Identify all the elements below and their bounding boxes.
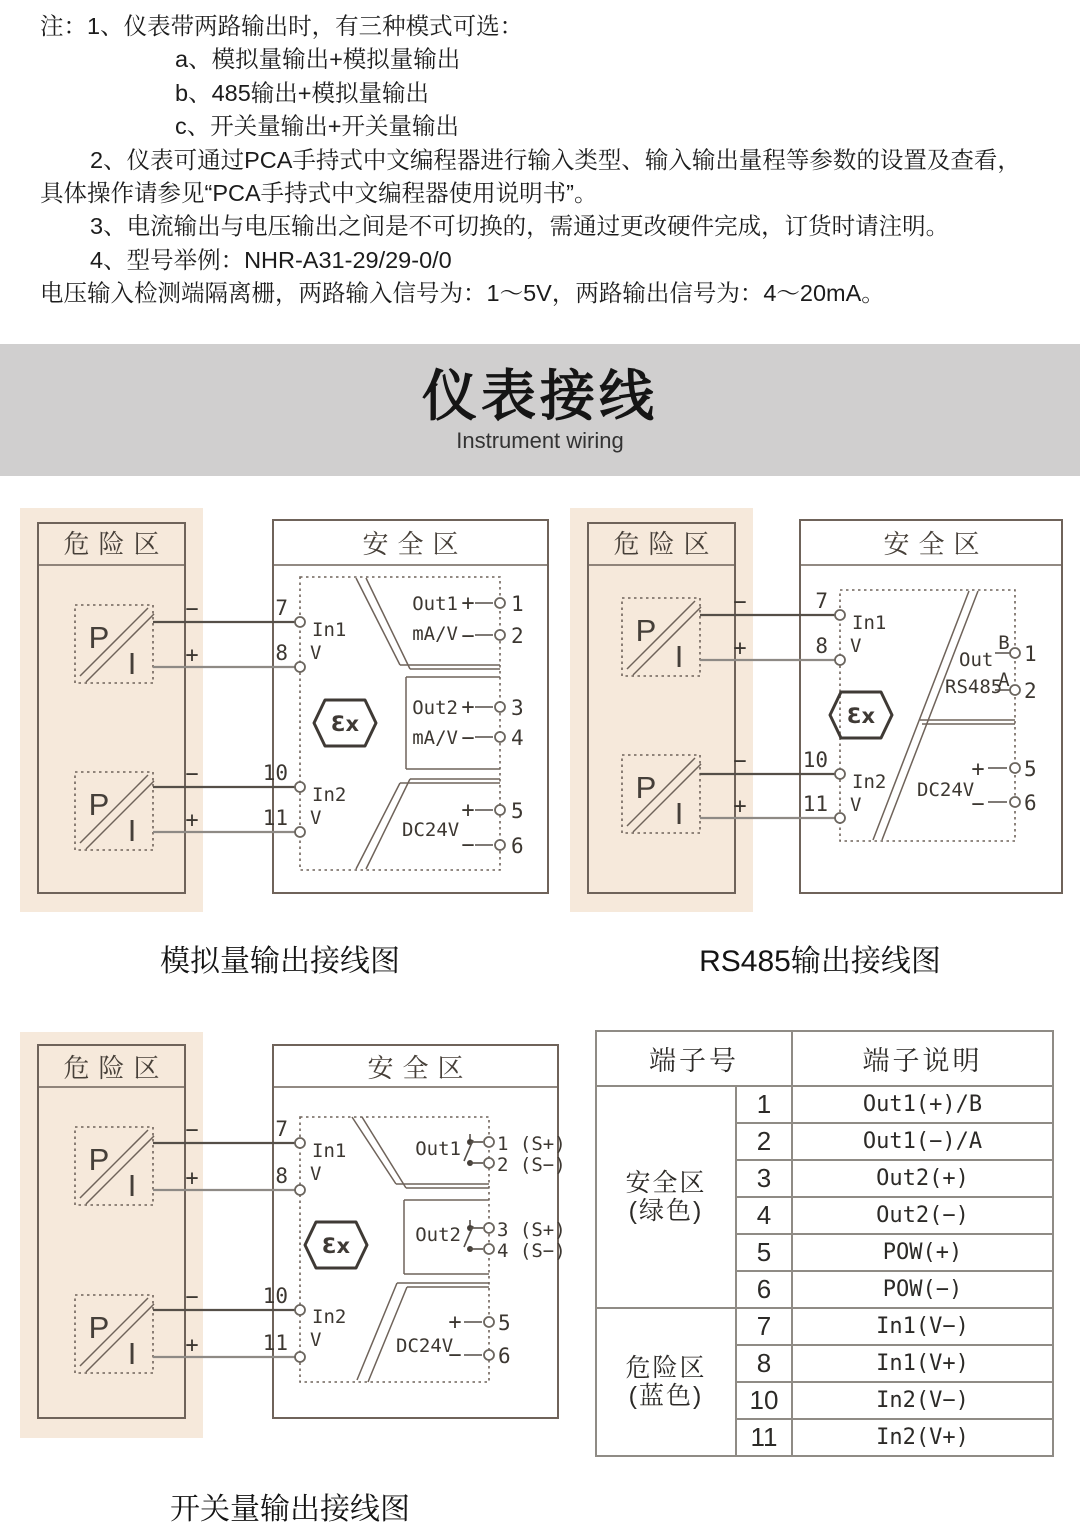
- svg-text:−: −: [461, 726, 475, 751]
- svg-text:P: P: [88, 1142, 110, 1177]
- hazard-zone-label: 危险区: [63, 530, 169, 560]
- svg-text:8: 8: [275, 1164, 288, 1188]
- svg-text:B: B: [998, 632, 1010, 654]
- svg-text:−: −: [185, 1118, 199, 1143]
- svg-text:DC24V: DC24V: [396, 1335, 454, 1357]
- power-channel: [396, 1310, 511, 1368]
- out2-switch-channel: [415, 1219, 565, 1262]
- svg-text:Out2: Out2: [415, 1224, 461, 1246]
- svg-text:V: V: [850, 794, 862, 816]
- svg-text:I: I: [127, 1168, 137, 1203]
- caption-rs485: RS485输出接线图: [699, 945, 941, 978]
- svg-text:7: 7: [275, 1117, 288, 1141]
- hazard-zone-label: 危险区: [63, 1054, 169, 1084]
- svg-text:+: +: [461, 695, 475, 720]
- svg-text:−: −: [733, 590, 747, 615]
- svg-text:−: −: [971, 792, 985, 817]
- power-channel: [402, 798, 524, 858]
- svg-text:DC24V: DC24V: [917, 779, 975, 801]
- svg-text:1: 1: [511, 592, 524, 616]
- table-header-row: [596, 1031, 1053, 1086]
- svg-text:V: V: [310, 1163, 322, 1185]
- svg-text:11: 11: [802, 792, 828, 816]
- svg-text:RS485: RS485: [945, 676, 1003, 698]
- svg-text:I: I: [127, 813, 137, 848]
- out1-channel: [412, 591, 523, 649]
- section-subtitle: Instrument wiring: [456, 428, 624, 453]
- hazard-zone-highlight: [20, 1032, 203, 1438]
- safe-zone-box: [800, 520, 1062, 893]
- switch-output-wiring-diagram: [0, 1020, 580, 1490]
- note-line: c、开关量输出+开关量输出: [175, 113, 459, 140]
- svg-text:−: −: [185, 597, 199, 622]
- svg-text:10: 10: [262, 761, 288, 785]
- power-channel: [917, 757, 1037, 817]
- svg-text:V: V: [310, 642, 322, 664]
- svg-text:Ɛx: Ɛx: [846, 704, 876, 728]
- svg-text:+: +: [733, 636, 747, 661]
- svg-text:+: +: [971, 757, 985, 782]
- table-row: 8 In1(V+): [596, 1345, 1053, 1382]
- svg-text:+: +: [461, 798, 475, 823]
- table-row: 危险区 (蓝色) 7 In1(V−): [596, 1308, 1053, 1345]
- table-row: 11 In2(V+): [596, 1419, 1053, 1456]
- svg-text:V: V: [310, 1329, 322, 1351]
- note-line: 注：1、仪表带两路输出时，有三种模式可选：: [40, 13, 524, 39]
- section-banner: [0, 344, 1080, 476]
- terminal-table: [595, 1030, 1054, 1457]
- svg-text:I: I: [127, 646, 137, 681]
- svg-text:P: P: [88, 1310, 110, 1345]
- note-line: 2、仪表可通过PCA手持式中文编程器进行输入类型、输入输出量程等参数的设置及查看，: [90, 146, 1021, 173]
- svg-text:Ɛx: Ɛx: [330, 712, 360, 736]
- svg-text:V: V: [310, 807, 322, 829]
- svg-text:+: +: [185, 1333, 199, 1358]
- svg-text:P: P: [88, 620, 110, 655]
- svg-text:1: 1: [1024, 642, 1037, 666]
- svg-text:11: 11: [262, 1331, 288, 1355]
- svg-text:Ɛx: Ɛx: [321, 1234, 351, 1258]
- svg-text:+: +: [185, 1166, 199, 1191]
- hazard-zone-label: 危险区: [613, 530, 719, 560]
- svg-text:5: 5: [498, 1311, 511, 1335]
- svg-text:+: +: [733, 794, 747, 819]
- ex-icon: [314, 700, 376, 746]
- note-line: a、模拟量输出+模拟量输出: [175, 46, 461, 73]
- svg-text:6: 6: [511, 834, 524, 858]
- table-row: 2 Out1(−)/A: [596, 1123, 1053, 1160]
- svg-text:2: 2: [511, 624, 524, 648]
- svg-text:Out: Out: [959, 649, 994, 671]
- svg-text:P: P: [88, 787, 110, 822]
- table-row: 安全区 (绿色) 1 Out1(+)/B: [596, 1086, 1053, 1123]
- svg-text:6: 6: [1024, 791, 1037, 815]
- svg-text:In2: In2: [852, 771, 887, 793]
- svg-text:5: 5: [511, 799, 524, 823]
- note-line: b、485输出+模拟量输出: [175, 79, 430, 106]
- svg-text:Out1: Out1: [415, 1138, 461, 1160]
- note-line: 3、电流输出与电压输出之间是不可切换的，需通过更改硬件完成，订货时请注明。: [90, 213, 950, 240]
- svg-text:8: 8: [815, 634, 828, 658]
- rs485-output-wiring-diagram: [560, 500, 1080, 920]
- svg-text:8: 8: [275, 641, 288, 665]
- svg-text:I: I: [674, 796, 684, 831]
- svg-text:In1: In1: [312, 619, 347, 641]
- svg-text:10: 10: [802, 748, 828, 772]
- table-row: 3 Out2(+): [596, 1160, 1053, 1197]
- svg-text:V: V: [850, 635, 862, 657]
- svg-text:3 (S+): 3 (S+): [497, 1219, 566, 1241]
- svg-text:+: +: [461, 591, 475, 616]
- safe-zone-label: 安全区: [367, 1054, 473, 1084]
- svg-text:7: 7: [815, 589, 828, 613]
- svg-text:7: 7: [275, 596, 288, 620]
- note-line: 电压输入检测端隔离栅，两路输入信号为：1～5V，两路输出信号为：4～20mA。: [40, 280, 885, 307]
- svg-text:+: +: [448, 1310, 462, 1335]
- svg-text:2 (S−): 2 (S−): [497, 1154, 566, 1176]
- svg-text:−: −: [733, 749, 747, 774]
- svg-text:In1: In1: [852, 612, 887, 634]
- svg-text:In1: In1: [312, 1140, 347, 1162]
- section-title: 仪表接线: [421, 365, 658, 427]
- svg-text:I: I: [674, 639, 684, 674]
- svg-text:DC24V: DC24V: [402, 819, 460, 841]
- col-header-terminal-desc: 端子说明: [792, 1031, 1053, 1086]
- safe-zone-label: 安全区: [883, 530, 989, 560]
- safe-zone-label: 安全区: [362, 530, 468, 560]
- svg-text:6: 6: [498, 1344, 511, 1368]
- svg-text:−: −: [461, 624, 475, 649]
- group-cell-safe: 安全区 (绿色): [596, 1086, 736, 1308]
- table-row: 5 POW(+): [596, 1234, 1053, 1271]
- svg-text:Out2: Out2: [412, 697, 458, 719]
- svg-text:10: 10: [262, 1284, 288, 1308]
- analog-output-wiring-diagram: [0, 500, 560, 920]
- svg-text:P: P: [635, 613, 657, 648]
- svg-text:−: −: [185, 1285, 199, 1310]
- out1-switch-channel: [415, 1133, 565, 1176]
- group-cell-hazard: 危险区 (蓝色): [596, 1308, 736, 1456]
- svg-text:−: −: [185, 762, 199, 787]
- svg-text:+: +: [185, 643, 199, 668]
- note-line: 具体操作请参见“PCA手持式中文编程器使用说明书”。: [40, 180, 598, 207]
- ex-icon: [305, 1222, 367, 1268]
- table-row: 4 Out2(−): [596, 1197, 1053, 1234]
- svg-text:11: 11: [262, 806, 288, 830]
- notes-section: [40, 10, 1050, 311]
- svg-text:P: P: [635, 770, 657, 805]
- svg-text:3: 3: [511, 696, 524, 720]
- svg-text:I: I: [127, 1336, 137, 1371]
- svg-text:A: A: [998, 669, 1010, 691]
- note-line: 4、型号举例：NHR-A31-29/29-0/0: [90, 246, 452, 273]
- hazard-zone-highlight: [20, 508, 203, 912]
- svg-text:mA/V: mA/V: [412, 623, 458, 645]
- hazard-zone-highlight: [570, 508, 753, 912]
- out2-channel: [412, 695, 523, 751]
- svg-text:Out1: Out1: [412, 593, 458, 615]
- table-row: 6 POW(−): [596, 1271, 1053, 1308]
- svg-text:1 (S+): 1 (S+): [497, 1133, 566, 1155]
- svg-text:5: 5: [1024, 757, 1037, 781]
- table-row: 10 In2(V−): [596, 1382, 1053, 1419]
- svg-text:4 (S−): 4 (S−): [497, 1240, 566, 1262]
- col-header-terminal-no: 端子号: [596, 1031, 792, 1086]
- svg-text:−: −: [448, 1343, 462, 1368]
- caption-switch: 开关量输出接线图: [170, 1493, 410, 1526]
- svg-text:+: +: [185, 808, 199, 833]
- svg-text:2: 2: [1024, 679, 1037, 703]
- caption-analog: 模拟量输出接线图: [160, 945, 400, 978]
- svg-text:mA/V: mA/V: [412, 727, 458, 749]
- svg-text:In2: In2: [312, 784, 347, 806]
- svg-text:In2: In2: [312, 1306, 347, 1328]
- svg-text:4: 4: [511, 726, 524, 750]
- svg-text:−: −: [461, 833, 475, 858]
